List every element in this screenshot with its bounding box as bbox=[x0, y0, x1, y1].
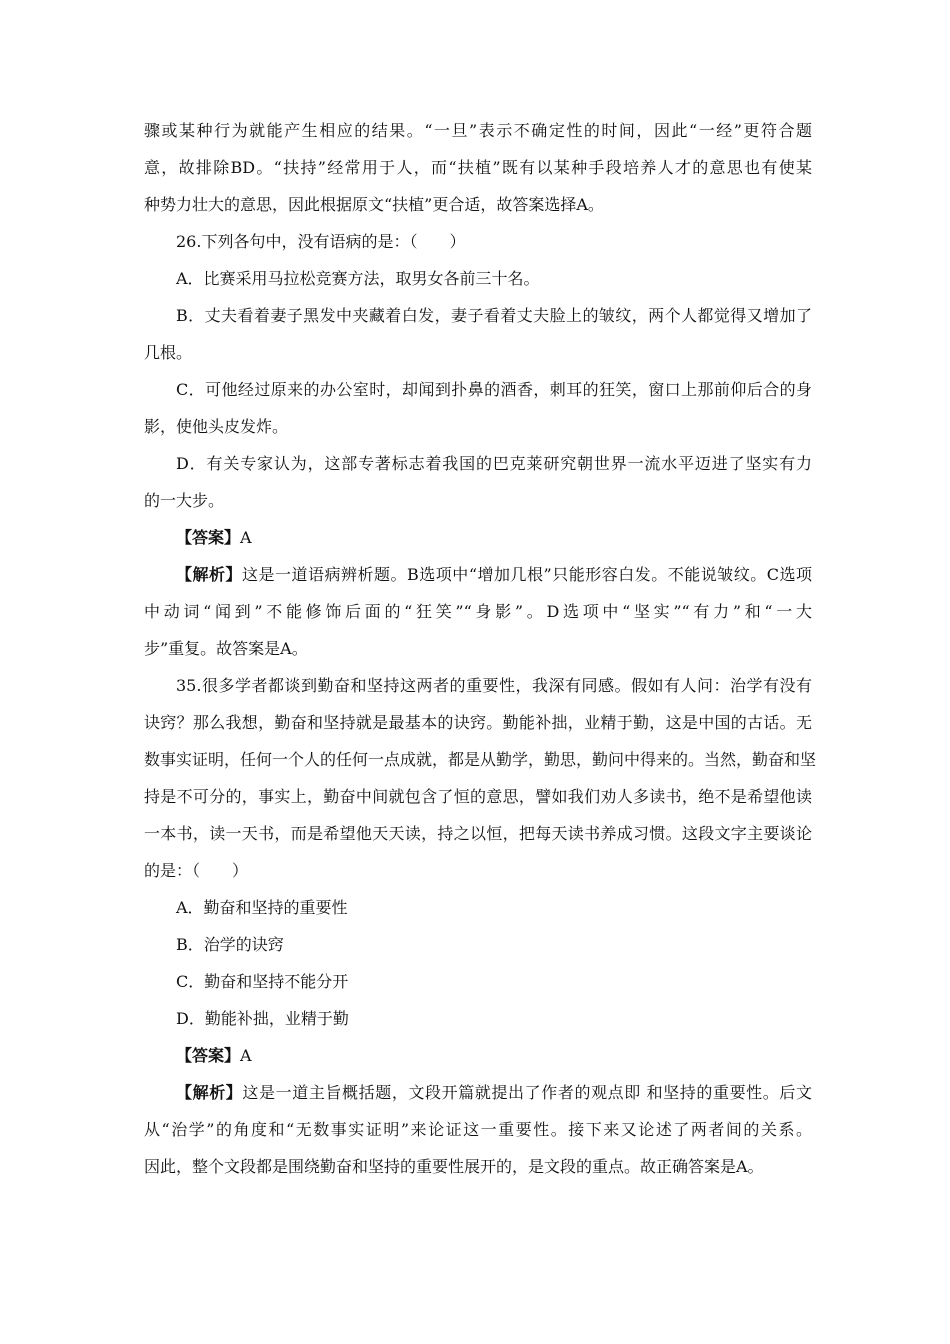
q26-option-b-line-2: 几根。 bbox=[144, 343, 193, 362]
q26-option-c-line-2: 影，使他头皮发炸。 bbox=[144, 417, 289, 436]
q35-option-a: A．勤奋和坚持的重要性 bbox=[176, 898, 348, 917]
q26-option-a: A．比赛采用马拉松竞赛方法，取男女各前三十名。 bbox=[176, 269, 540, 288]
q26-analysis-line-1 bbox=[144, 556, 812, 593]
q35-answer bbox=[144, 1037, 812, 1074]
q26-analysis-label: 【解析】 bbox=[176, 565, 243, 584]
intro-explanation-line-3: 种势力壮大的意思，因此根据原文“扶植”更合适，故答案选择A。 bbox=[144, 195, 604, 214]
q26-option-d-line-2: 的一大步。 bbox=[144, 491, 225, 510]
q26-option-d-line-1: D．有关专家认为，这部专著标志着我国的巴克莱研究朝世界一流水平迈进了坚实有力 bbox=[176, 454, 812, 473]
q35-analysis-line-3: 因此，整个文段都是围绕勤奋和坚持的重要性展开的，是文段的重点。故正确答案是A。 bbox=[144, 1157, 764, 1176]
q26-option-b-line-1: B．丈夫看着妻子黑发中夹藏着白发，妻子看着丈夫脸上的皱纹，两个人都觉得又增加了 bbox=[176, 306, 812, 325]
q35-analysis-text-1: 这是一道主旨概括题，文段开篇就提出了作者的观点即 和坚持的重要性。后文 bbox=[242, 1083, 812, 1102]
intro-explanation-line-1: 骤或某种行为就能产生相应的结果。“一旦”表示不确定性的时间，因此“一经”更符合题 bbox=[144, 121, 812, 140]
q26-option-c-line-1: C．可他经过原来的办公室时，却闻到扑鼻的酒香，刺耳的狂笑，窗口上那前仰后合的身 bbox=[176, 380, 812, 399]
q35-analysis-line-2: 从“治学”的角度和“无数事实证明”来论证这一重要性。接下来又论述了两者间的关系。 bbox=[144, 1120, 812, 1139]
q26-answer-value: A bbox=[240, 528, 252, 547]
q35-answer-value: A bbox=[240, 1046, 252, 1065]
q35-analysis-label: 【解析】 bbox=[176, 1083, 243, 1102]
q26-analysis-line-3: 步”重复。故答案是A。 bbox=[144, 639, 308, 658]
intro-explanation-line-2: 意，故排除BD。“扶持”经常用于人，而“扶植”既有以某种手段培养人才的意思也有使某 bbox=[144, 158, 812, 177]
q35-passage-line-1: 35.很多学者都谈到勤奋和坚持这两者的重要性，我深有同感。假如有人问：治学有没有 bbox=[176, 676, 812, 695]
q35-passage-line-3: 数事实证明，任何一个人的任何一点成就，都是从勤学，勤思，勤问中得来的。当然，勤奋和坚 bbox=[144, 750, 817, 769]
q35-passage-line-2: 诀窍？那么我想，勤奋和坚持就是最基本的诀窍。勤能补拙，业精于勤，这是中国的古话。无 bbox=[144, 713, 812, 732]
document-page bbox=[144, 112, 817, 1185]
q26-analysis-line-2: 中动词“闻到”不能修饰后面的“狂笑”“身影”。D选项中“坚实”“有力”和“一大 bbox=[144, 602, 812, 621]
q35-option-d: D．勤能补拙，业精于勤 bbox=[176, 1009, 349, 1028]
q35-answer-label: 【答案】 bbox=[176, 1046, 241, 1065]
q35-passage-line-6: 的是：（ ） bbox=[144, 861, 249, 880]
q35-passage-line-4: 持是不可分的，事实上，勤奋中间就包含了恒的意思，譬如我们劝人多读书，绝不是希望他读 bbox=[144, 787, 812, 806]
q35-option-b: B．治学的诀窍 bbox=[176, 935, 284, 954]
q26-analysis-text-1: 这是一道语病辨析题。B选项中“增加几根”只能形容白发。不能说皱纹。C选项 bbox=[242, 565, 812, 584]
q35-option-c: C．勤奋和坚持不能分开 bbox=[176, 972, 349, 991]
q35-passage-line-5: 一本书，读一天书，而是希望他天天读，持之以恒，把每天读书养成习惯。这段文字主要谈论 bbox=[144, 824, 812, 843]
q35-analysis-line-1 bbox=[144, 1074, 812, 1111]
q26-answer bbox=[144, 519, 812, 556]
q26-answer-label: 【答案】 bbox=[176, 528, 241, 547]
q26-question: 26.下列各句中，没有语病的是：（ ） bbox=[176, 232, 466, 251]
